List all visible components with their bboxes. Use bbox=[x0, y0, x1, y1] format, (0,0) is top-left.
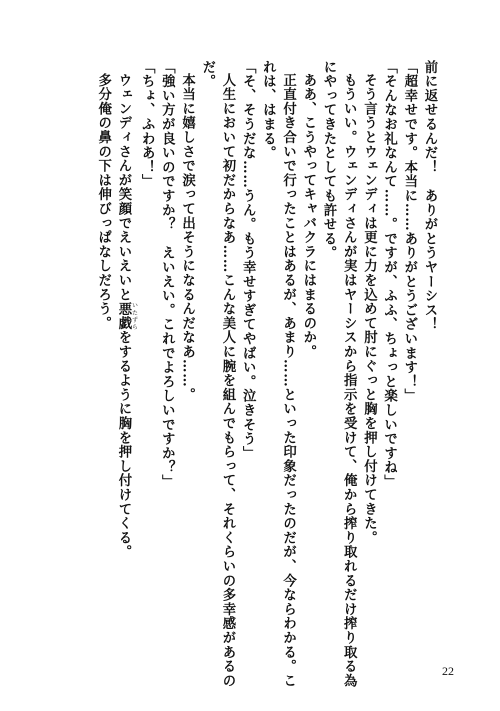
text-line-2: 「超幸せです。本当に……ありがとうございます！」 bbox=[401, 60, 418, 404]
text-line-5: もういい。ウェンディさんが実はヤーシスから指示を受けて、俺から搾り取れるだけ搾り取る為 bbox=[341, 73, 358, 689]
text-line-8: 正直付き合いで行ったことはあるが、あまり……といった印象だったのだが、今ならわかる。こ bbox=[280, 73, 297, 689]
text-line-16-after: をするように胸を押し付けてくる。 bbox=[115, 330, 132, 560]
text-line-13: 本当に嬉しさで涙って出そうになるんだなあ……。 bbox=[179, 73, 196, 403]
text-line-6: にやってきたとしても許せる。 bbox=[320, 60, 337, 261]
text-line-12: だ。 bbox=[199, 60, 216, 89]
text-line-7: ああ、こうやってキャバクラにはまるのか。 bbox=[300, 73, 317, 360]
text-line-15: 「ちょ、ふわあ！」 bbox=[139, 60, 156, 189]
ruby-itazura bbox=[115, 302, 138, 331]
text-line-4: そう言うとウェンディは更に力を込めて肘にぐっと胸を押し付けてきた。 bbox=[361, 73, 378, 546]
ruby-base: 悪戯 bbox=[115, 302, 132, 331]
text-line-10: 「そ、そうだな……うん。もう幸せすぎてやばい。泣きそう」 bbox=[240, 60, 257, 461]
text-line-17: 多分俺の鼻の下は伸びっぱなしだろう。 bbox=[95, 73, 112, 331]
ruby-reading: いたずら bbox=[130, 302, 138, 331]
text-line-14: 「強い方が良いのですか？ えいえい。これでよろしいですか？」 bbox=[159, 60, 176, 489]
text-line-16 bbox=[114, 60, 137, 650]
text-line-9: れは、はまる。 bbox=[260, 60, 277, 161]
body-text bbox=[94, 60, 440, 689]
page-number: 22 bbox=[442, 664, 454, 678]
text-line-1: 前に返せるんだ！ ありがとうヤーシス！ bbox=[422, 60, 438, 332]
text-line-11: 人生において初だからなあ……こんな美人に腕を組んでもらって、それくらいの多幸感があるの bbox=[219, 73, 236, 689]
text-line-3: 「そんなお礼なんて……。ですが、ふふ、ちょっと楽しいですね」 bbox=[381, 60, 398, 489]
text-line-16-before: ウェンディさんが笑顔でえいえいと bbox=[115, 73, 132, 303]
